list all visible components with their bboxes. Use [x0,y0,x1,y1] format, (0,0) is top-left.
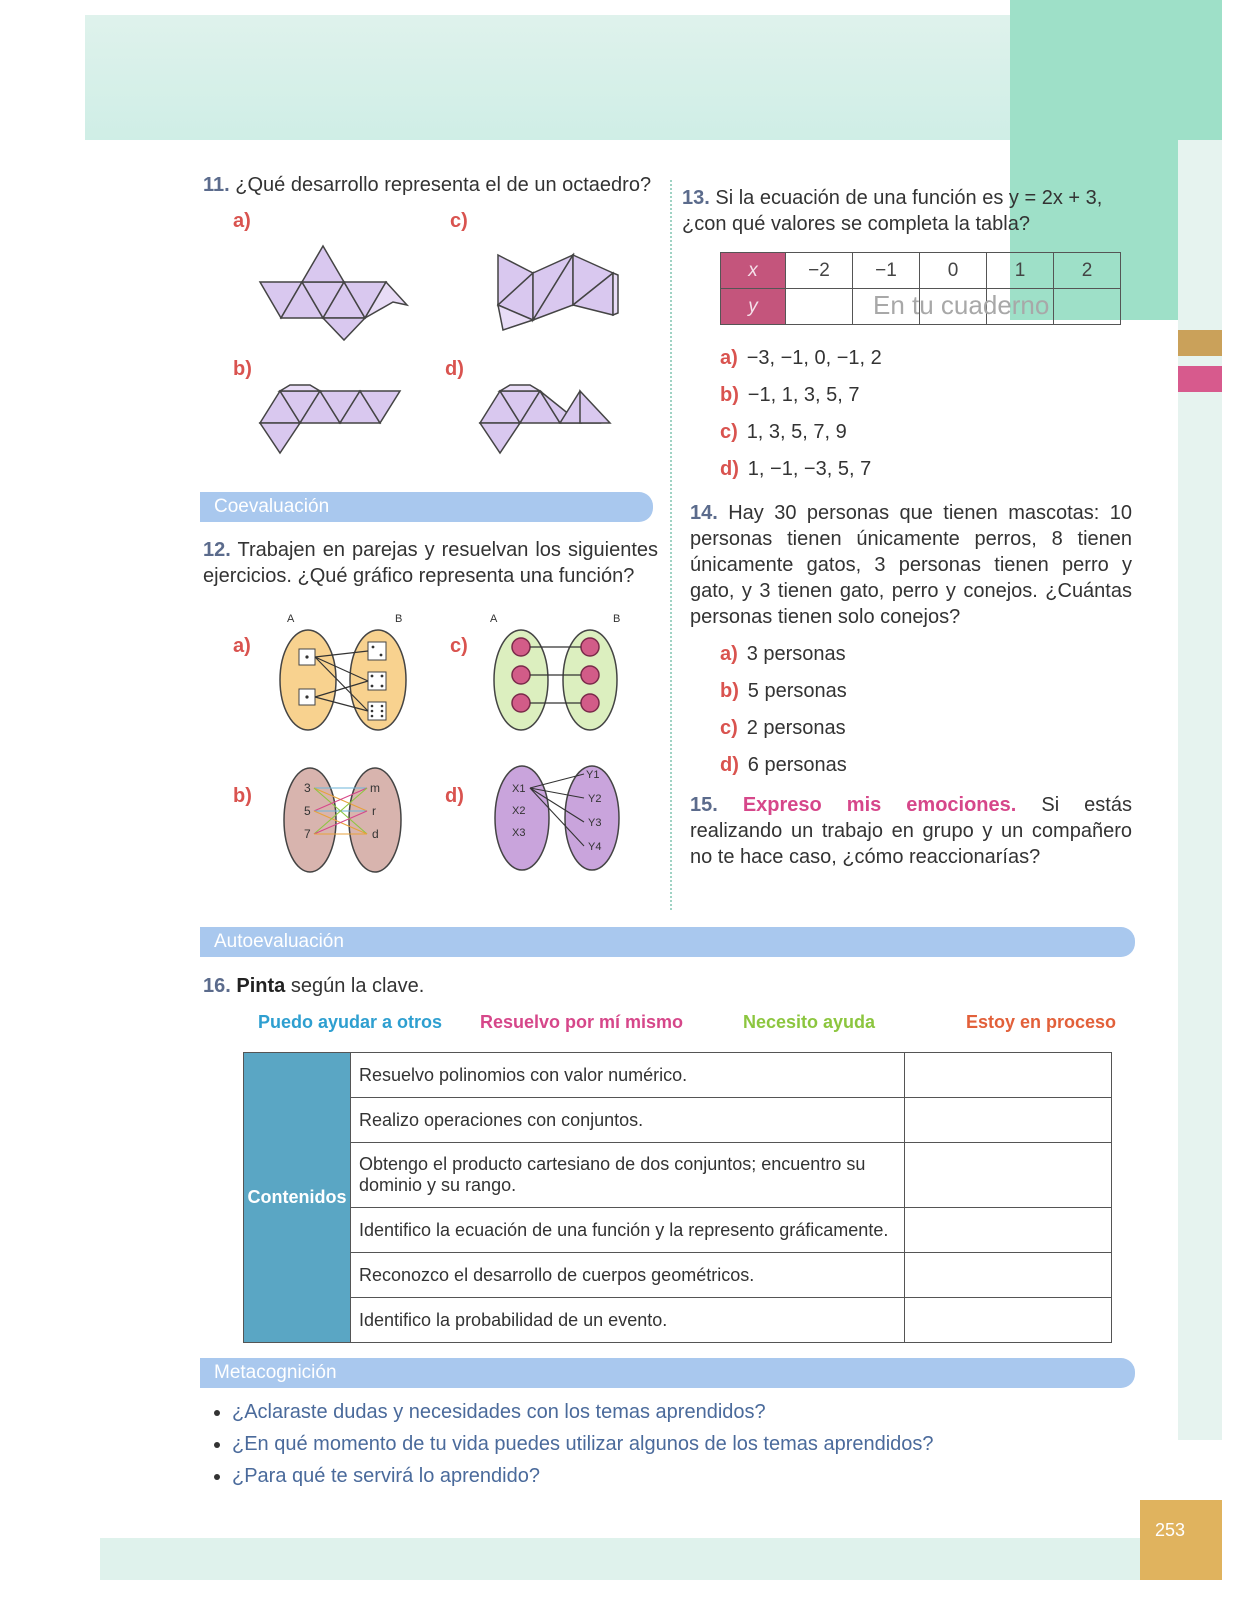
element-label: 3 [304,781,311,795]
table-cell: 2 [1054,253,1121,289]
q14-option-c [720,717,846,740]
table-cell: −1 [853,253,920,289]
element-label: 5 [304,804,311,818]
edge-tab-pink [1178,366,1222,392]
mapping-diagram-b [280,760,410,880]
question-number: 12. [203,539,231,561]
question-title: Expreso mis emociones. [742,794,1017,816]
table-cell [786,289,853,325]
question-verb: Pinta [236,975,286,997]
option-label: c) [450,635,468,657]
mapping-diagram-d [492,758,627,878]
notebook-overlay: En tu cuaderno [873,290,1050,320]
list-item: • ¿En qué momento de tu vida puedes utilizar algunos de los temas aprendidos? [232,1428,1112,1460]
q13-option-c [720,421,847,444]
question-14 [690,500,1132,630]
list-item: • ¿Para qué te servirá lo aprendido? [232,1460,1112,1492]
table-row: Reconozco el desarrollo de cuerpos geométricos. [351,1253,905,1298]
question-number: 16. [203,975,231,997]
set-label: A [287,613,295,625]
column-divider [670,180,672,910]
table-header-y: y [721,289,786,325]
table-row: Identifico la probabilidad de un evento. [351,1298,905,1343]
option-text: 5 personas [747,680,847,702]
option-label: c) [720,421,738,443]
option-label: c) [450,210,468,232]
option-label: d) [445,358,464,380]
question-15 [690,792,1132,870]
net-a-diagram [255,240,425,345]
question-text: Hay 30 personas que tienen mascotas: 10 personas tienen únicamente perros, 8 tienen únicamente gatos, 3 personas tienen perro y gato, y 3 tienen gato, perro y conejos. ¿Cuántas personas tienen solo conejos? [690,502,1132,628]
q14-option-a [720,643,846,666]
element-label: Y1 [586,769,600,781]
element-label: Y2 [588,793,602,805]
option-label: d) [445,785,464,807]
net-b-diagram [255,383,425,458]
option-text: 1, −1, −3, 5, 7 [747,458,872,480]
option-label: d) [720,754,739,776]
question-text: Si estás realizando un trabajo en grupo y un compañero no te hace caso, ¿cómo reaccionarías? [690,794,1132,868]
option-text: 1, 3, 5, 7, 9 [746,421,847,443]
element-label: X3 [512,827,526,839]
question-number: 15. [690,794,718,816]
option-label: a) [233,635,251,657]
element-label: r [372,804,376,818]
metacognition-list [212,1396,1112,1492]
table-cell: 1 [987,253,1054,289]
question-text: Si la ecuación de una función es y = 2x + 3, ¿con qué valores se completa la tabla? [682,187,1103,235]
q13-option-b [720,384,860,407]
option-label: b) [720,680,739,702]
option-label: a) [720,347,738,369]
option-label: c) [720,717,738,739]
option-text: 3 personas [746,643,846,665]
table-row: Realizo operaciones con conjuntos. [351,1098,905,1143]
table-row: Resuelvo polinomios con valor numérico. [351,1053,905,1098]
section-bar-coevaluacion: Coevaluación [200,492,653,522]
question-text: ¿Qué desarrollo representa el de un octaedro? [235,174,652,196]
section-bar-metacognicion: Metacognición [200,1358,1135,1388]
page-number: 253 [1155,1520,1186,1540]
legend-need-help: Necesito ayuda [743,1012,876,1032]
element-label: X1 [512,783,526,795]
question-12 [203,537,658,589]
set-label: B [613,613,621,625]
question-text: según la clave. [290,975,425,997]
edge-tab-gold [1178,330,1222,356]
table-header-x: x [721,253,786,289]
question-16 [203,973,424,999]
set-label: A [490,613,498,625]
legend-by-myself: Resuelvo por mí mismo [480,1012,684,1032]
option-label: b) [233,358,252,380]
option-text: 2 personas [746,717,846,739]
element-label: X2 [512,805,526,817]
paint-cell[interactable] [905,1098,1112,1143]
option-label: b) [720,384,739,406]
option-text: −3, −1, 0, −1, 2 [746,347,882,369]
mapping-diagram-a [275,612,415,732]
question-number: 13. [682,187,710,209]
question-number: 11. [203,174,230,196]
question-11 [203,172,651,198]
element-label: m [370,781,380,795]
net-d-diagram [475,383,620,458]
question-number: 14. [690,502,718,524]
element-label: Y4 [588,841,602,853]
self-eval-table-wrap [243,1052,1112,1343]
legend-in-progress: Estoy en proceso [966,1012,1117,1032]
option-text: 6 personas [747,754,847,776]
metacognition-list-wrap [212,1396,1112,1492]
element-label: 7 [304,827,311,841]
option-text: −1, 1, 3, 5, 7 [747,384,860,406]
table-cell: 0 [920,253,987,289]
table-row: Identifico la ecuación de una función y la represento gráficamente. [351,1208,905,1253]
option-label: b) [233,785,252,807]
set-label: B [395,613,403,625]
element-label: Y3 [588,817,602,829]
bottom-band [100,1538,1180,1580]
question-13 [682,185,1132,237]
section-bar-autoevaluacion: Autoevaluación [200,927,1135,957]
legend-can-help: Puedo ayudar a otros [258,1012,443,1032]
self-eval-table [243,1052,1112,1343]
q14-option-b [720,680,847,703]
table-row: Obtengo el producto cartesiano de dos conjuntos; encuentro su dominio y su rango. [351,1143,905,1208]
list-item: • ¿Aclaraste dudas y necesidades con los temas aprendidos? [232,1396,1112,1428]
table-cell [1054,289,1121,325]
option-label: a) [720,643,738,665]
paint-cell[interactable] [905,1208,1112,1253]
net-c-diagram [493,245,623,335]
q14-option-d [720,754,847,777]
option-label: a) [233,210,251,232]
q13-option-d [720,458,871,481]
q13-option-a [720,347,882,370]
paint-cell[interactable] [905,1143,1112,1208]
contents-header: Contenidos [244,1053,351,1343]
mapping-diagram-c [488,612,628,732]
question-text: Trabajen en parejas y resuelvan los siguientes ejercicios. ¿Qué gráfico representa una función? [203,539,659,587]
option-label: d) [720,458,739,480]
table-cell: −2 [786,253,853,289]
paint-cell[interactable] [905,1298,1112,1343]
paint-cell[interactable] [905,1053,1112,1098]
paint-cell[interactable] [905,1253,1112,1298]
element-label: d [372,827,379,841]
